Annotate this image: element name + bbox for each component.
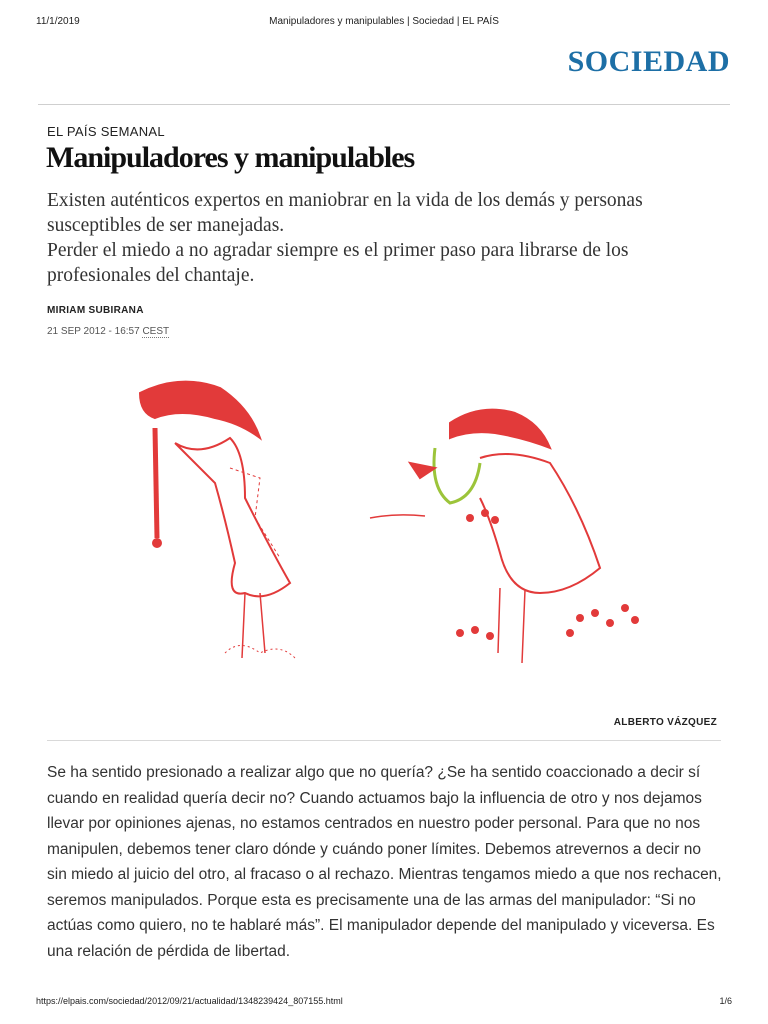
- subtitle-line-1: Existen auténticos expertos en maniobrar en la vida de los demás y personas susceptibles de ser manejadas.: [47, 190, 643, 236]
- print-date: 11/1/2019: [36, 16, 80, 27]
- page-number: 1/6: [719, 996, 732, 1006]
- article-timezone: CEST: [142, 326, 170, 337]
- left-figure: [140, 382, 295, 658]
- article-headline: Manipuladores y manipulables: [46, 141, 415, 174]
- right-figure: [370, 410, 639, 663]
- subtitle-line-2: Perder el miedo a no agradar siempre es el primer paso para librarse de los profesionales del chantaje.: [47, 240, 629, 286]
- flower-cluster: [456, 509, 639, 640]
- print-url[interactable]: https://elpais.com/sociedad/2012/09/21/actualidad/1348239424_807155.html: [36, 996, 343, 1006]
- article-dateline: [47, 326, 169, 337]
- header-divider: [38, 104, 730, 105]
- article-body: Se ha sentido presionado a realizar algo que no quería? ¿Se ha sentido coaccionado a decir sí cuando en realidad quería decir no? Cuando actuamos bajo la influencia de otro y nos dejamos llevar por opiniones ajenas, no estamos centrados en nuestro poder personal. Para que no nos manipulen, debemos tener claro dónde y cuándo poner límites. Debemos atrevernos a decir no sin miedo al juicio del otro, al fracaso o al rechazo. Mientras tengamos miedo a que nos rechacen, seremos manipulados. Porque esta es precisamente una de las armas del manipulador: “Si no actúas como quiero, no te hablaré más”. El manipulador depende del manipulado y viceversa. Es una relación de pérdida de libertad.: [47, 764, 722, 960]
- section-name[interactable]: SOCIEDAD: [567, 45, 730, 78]
- image-credit: ALBERTO VÁZQUEZ: [613, 717, 717, 728]
- article-subtitle: [47, 188, 717, 288]
- article-author[interactable]: MIRIAM SUBIRANA: [47, 305, 144, 316]
- print-footer: [36, 996, 732, 1010]
- article-illustration: [130, 368, 670, 688]
- article-date: 21 SEP 2012 - 16:57: [47, 326, 140, 337]
- print-header: [36, 16, 732, 30]
- image-divider: [47, 740, 721, 741]
- article-kicker[interactable]: EL PAÍS SEMANAL: [47, 124, 165, 139]
- print-page-title: Manipuladores y manipulables | Sociedad | EL PAÍS: [269, 16, 499, 27]
